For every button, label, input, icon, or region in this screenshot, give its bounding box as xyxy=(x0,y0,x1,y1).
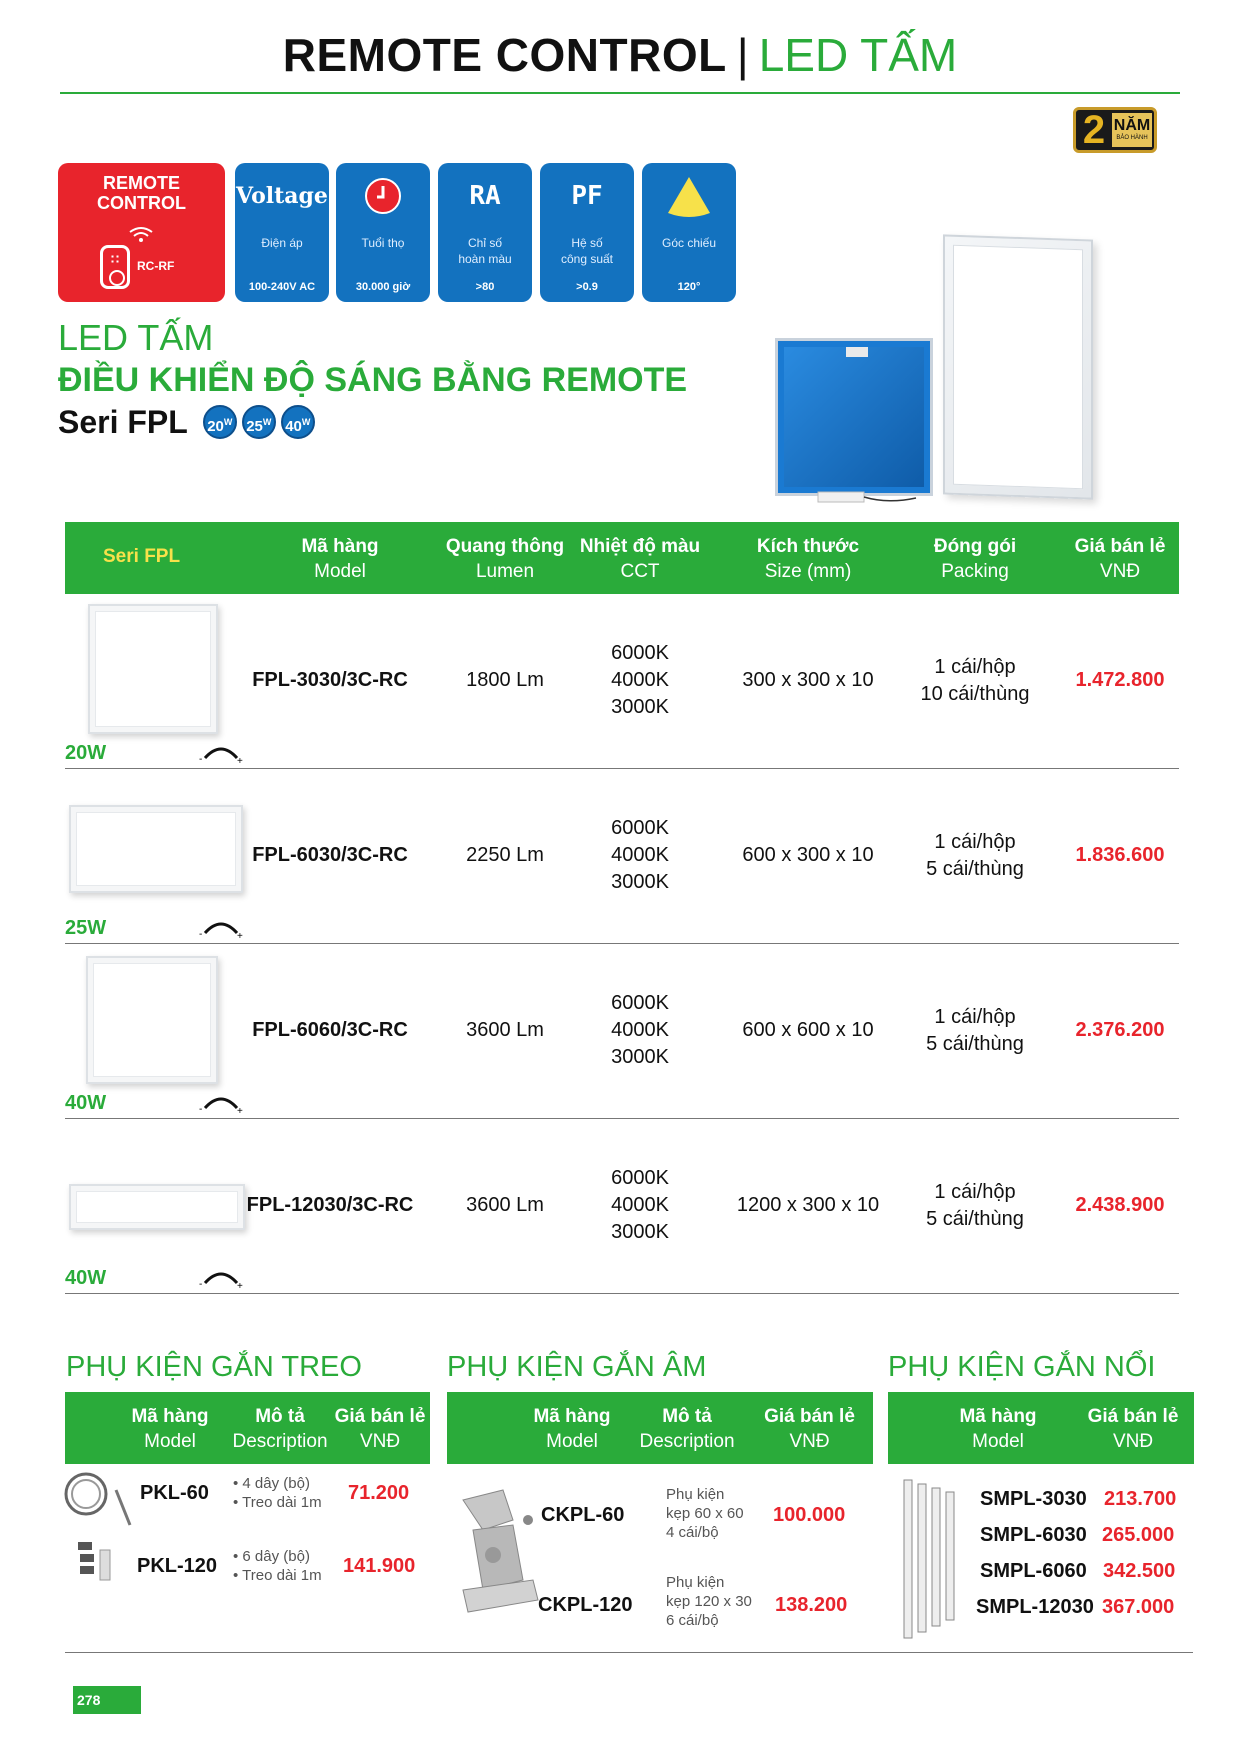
warranty-sub: BẢO HÀNH xyxy=(1116,135,1148,141)
rc-line2: CONTROL xyxy=(97,193,186,213)
acc-price: 71.200 xyxy=(348,1482,410,1504)
page-number: 278 xyxy=(73,1686,141,1714)
acc-recessed-header xyxy=(447,1392,873,1464)
power-badge-20: $20^W$ xyxy=(203,405,237,439)
warranty-label: NĂM xyxy=(1113,117,1151,134)
product-image xyxy=(88,604,218,734)
rc-badge-title xyxy=(58,173,225,213)
rc-line1: REMOTE xyxy=(102,173,180,193)
product-image xyxy=(86,956,218,1084)
svg-text:-: - xyxy=(199,1104,203,1114)
acc-model: PKL-60 xyxy=(140,1482,209,1504)
acc-price: 367.000 xyxy=(1102,1596,1175,1618)
size-value: 300 x 300 x 10 xyxy=(742,669,874,691)
spec-voltage xyxy=(235,163,329,302)
col-packing: Đóng gói Packing xyxy=(933,536,1017,582)
warranty-number: 2 xyxy=(1082,107,1106,152)
svg-text:-: - xyxy=(199,929,203,939)
warranty-badge xyxy=(1073,107,1157,153)
col-price: Giá bán lẻ VNĐ xyxy=(1074,536,1166,582)
acc-model: CKPL-60 xyxy=(541,1504,625,1526)
product-title: LED TẤM xyxy=(58,317,214,358)
recessed-clip-image xyxy=(443,1480,543,1620)
lumen-value: 1800 Lm xyxy=(466,669,544,691)
size-value: 600 x 300 x 10 xyxy=(742,844,874,866)
watt-label: 40W xyxy=(65,1092,107,1114)
size-value: 1200 x 300 x 10 xyxy=(736,1194,880,1216)
acc-description: Phụ kiện kẹp 120 x 30 6 cái/bộ xyxy=(666,1574,752,1629)
svg-text:+: + xyxy=(237,1106,243,1114)
dimmer-icon xyxy=(197,740,245,764)
svg-text:-: - xyxy=(199,754,203,764)
series-name: Seri FPL xyxy=(58,404,188,440)
spec-beam-angle xyxy=(642,163,736,302)
svg-text:+: + xyxy=(237,1281,243,1289)
col-price: Giá bán lẻ VNĐ xyxy=(1087,1406,1179,1452)
acc-price: 265.000 xyxy=(1102,1524,1175,1546)
accessories-divider xyxy=(65,1652,1193,1653)
acc-model: PKL-120 xyxy=(137,1555,218,1577)
header-separator: | xyxy=(736,29,749,81)
page-header xyxy=(60,28,1180,82)
power-badge-40: $40^W$ xyxy=(281,405,315,439)
remote-control-badge xyxy=(58,163,225,302)
spec-cri xyxy=(438,163,532,302)
model-code: FPL-3030/3C-RC xyxy=(252,669,408,691)
price-value: 2.376.200 xyxy=(1075,1019,1165,1041)
cct-values: 6000K 4000K 3000K xyxy=(611,817,669,893)
beam-angle-icon xyxy=(664,175,714,219)
remote-icon xyxy=(100,245,130,289)
packing-value: 1 cái/hộp 10 cái/thùng xyxy=(920,656,1030,705)
price-value: 1.472.800 xyxy=(1075,669,1165,691)
acc-hanging-header xyxy=(65,1392,430,1464)
clock-icon xyxy=(364,177,402,215)
dimmer-icon xyxy=(197,1090,245,1114)
table-row xyxy=(65,769,1179,944)
spec-value: 30.000 giờ xyxy=(355,281,411,293)
driver-cable-image xyxy=(808,488,918,508)
acc-price: 213.700 xyxy=(1104,1488,1177,1510)
led-panel-image-blue xyxy=(775,338,933,496)
product-image xyxy=(69,805,243,893)
acc-model: CKPL-120 xyxy=(538,1594,633,1616)
wifi-icon xyxy=(128,225,154,243)
col-model: Mã hàng Model xyxy=(301,536,379,582)
svg-text:+: + xyxy=(237,756,243,764)
svg-text:-: - xyxy=(199,1279,203,1289)
ra-icon: RA xyxy=(469,181,501,211)
acc-price: 342.500 xyxy=(1103,1560,1176,1582)
price-value: 1.836.600 xyxy=(1075,844,1165,866)
col-price: Giá bán lẻ VNĐ xyxy=(334,1406,426,1452)
header-divider xyxy=(60,92,1180,94)
svg-text:+: + xyxy=(237,931,243,939)
lumen-value: 2250 Lm xyxy=(466,844,544,866)
lumen-value: 3600 Lm xyxy=(466,1194,544,1216)
cct-values: 6000K 4000K 3000K xyxy=(611,992,669,1068)
product-image xyxy=(69,1184,245,1230)
acc-model: SMPL-3030 xyxy=(980,1488,1087,1510)
cct-values: 6000K 4000K 3000K xyxy=(611,1167,669,1243)
acc-model: SMPL-6060 xyxy=(980,1560,1087,1582)
col-description: Mô tả Description xyxy=(232,1406,328,1452)
dimmer-icon xyxy=(197,1265,245,1289)
spec-pf xyxy=(540,163,634,302)
model-code: FPL-6060/3C-RC xyxy=(252,1019,408,1041)
col-model: Mã hàng Model xyxy=(131,1406,209,1452)
header-title-green: LED TẤM xyxy=(758,29,958,81)
spec-label: Tuổi thọ xyxy=(361,236,405,250)
watt-label: 20W xyxy=(65,742,107,764)
col-price: Giá bán lẻ VNĐ xyxy=(764,1406,855,1452)
spec-label: Góc chiếu xyxy=(661,236,717,250)
product-table-header xyxy=(65,522,1179,594)
acc-description: Phụ kiện kẹp 60 x 60 4 cái/bộ xyxy=(666,1486,744,1541)
size-value: 600 x 600 x 10 xyxy=(742,1019,874,1041)
col-description: Mô tả Description xyxy=(639,1406,735,1452)
acc-recessed-title: PHỤ KIỆN GẮN ÂM xyxy=(447,1351,707,1383)
spec-label: Hệ số công suất xyxy=(560,236,614,266)
rc-rf-label: RC-RF xyxy=(137,259,175,273)
model-code: FPL-12030/3C-RC xyxy=(246,1194,414,1216)
surface-frame-image xyxy=(900,1476,966,1642)
spec-value: 120° xyxy=(677,281,701,293)
led-panel-image-white xyxy=(943,234,1093,499)
acc-surface-header xyxy=(888,1392,1194,1464)
row-divider xyxy=(65,1293,1179,1294)
table-row xyxy=(65,1119,1179,1294)
acc-model: SMPL-6030 xyxy=(980,1524,1087,1546)
acc-hanging-title: PHỤ KIỆN GẮN TREO xyxy=(66,1351,362,1383)
acc-description: • 6 dây (bộ) • Treo dài 1m xyxy=(233,1548,322,1584)
product-series xyxy=(58,402,315,442)
spec-lifetime xyxy=(336,163,430,302)
acc-model: SMPL-12030 xyxy=(976,1596,1094,1618)
acc-price: 138.200 xyxy=(775,1594,848,1616)
dimmer-icon xyxy=(197,915,245,939)
table-series-label: Seri FPL xyxy=(103,546,181,567)
model-code: FPL-6030/3C-RC xyxy=(252,844,408,866)
power-badge-25: $25^W$ xyxy=(242,405,276,439)
packing-value: 1 cái/hộp 5 cái/thùng xyxy=(926,831,1024,880)
acc-price: 100.000 xyxy=(773,1504,846,1526)
spec-label: Chỉ số hoàn màu xyxy=(458,236,512,266)
warranty-label-box xyxy=(1112,113,1152,147)
acc-description: • 4 dây (bộ) • Treo dài 1m xyxy=(233,1475,322,1511)
table-row xyxy=(65,944,1179,1119)
spec-value: >80 xyxy=(475,281,495,293)
spec-value: >0.9 xyxy=(576,281,598,293)
lumen-value: 3600 Lm xyxy=(466,1019,544,1041)
hanging-wire-kit-image xyxy=(58,1470,138,1600)
cct-values: 6000K 4000K 3000K xyxy=(611,642,669,718)
acc-price: 141.900 xyxy=(343,1555,416,1577)
watt-label: 40W xyxy=(65,1267,107,1289)
spec-label: Điện áp xyxy=(261,236,303,250)
product-subtitle: ĐIỀU KHIỂN ĐỘ SÁNG BẰNG REMOTE xyxy=(58,361,688,399)
table-row xyxy=(65,594,1179,769)
col-model: Mã hàng Model xyxy=(533,1406,611,1452)
col-size: Kích thước Size (mm) xyxy=(756,536,860,582)
price-value: 2.438.900 xyxy=(1075,1194,1165,1216)
col-cct: Nhiệt độ màu CCT xyxy=(579,536,701,582)
acc-surface-title: PHỤ KIỆN GẮN NỔI xyxy=(888,1351,1156,1383)
packing-value: 1 cái/hộp 5 cái/thùng xyxy=(926,1006,1024,1055)
packing-value: 1 cái/hộp 5 cái/thùng xyxy=(926,1181,1024,1230)
pf-icon: PF xyxy=(571,181,603,211)
watt-label: 25W xyxy=(65,917,107,939)
voltage-icon: Voltage xyxy=(236,183,328,209)
col-model: Mã hàng Model xyxy=(959,1406,1037,1452)
header-title-bold: REMOTE CONTROL xyxy=(282,29,727,81)
col-lumen: Quang thông Lumen xyxy=(445,536,565,582)
spec-value: 100-240V AC xyxy=(248,281,316,293)
